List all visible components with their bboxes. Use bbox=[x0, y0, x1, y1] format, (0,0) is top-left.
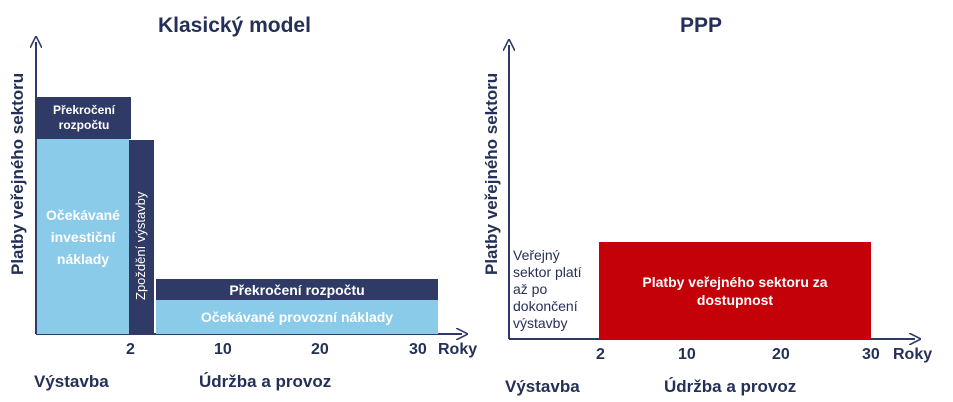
operating-costs-block bbox=[156, 300, 438, 334]
operating-costs-label: Očekávané provozní náklady bbox=[200, 309, 394, 325]
ppp-note: Veřejný sektor platí až po dokončení výstavby bbox=[513, 247, 582, 331]
budget-overrun-top-label: Překročení rozpočtu bbox=[52, 103, 116, 132]
left-phase-construction: Výstavba bbox=[34, 372, 109, 391]
left-phase-maintenance: Údržba a provoz bbox=[199, 372, 332, 391]
investment-costs-block bbox=[37, 139, 129, 334]
left-x-axis-label: Roky bbox=[438, 341, 478, 358]
right-phase-maintenance: Údržba a provoz bbox=[664, 377, 797, 396]
left-tick-20: 20 bbox=[311, 341, 329, 358]
budget-overrun-top-block bbox=[37, 97, 131, 139]
budget-overrun-ops-label: Překročení rozpočtu bbox=[229, 281, 365, 298]
left-y-axis-label: Platby veřejného sektoru bbox=[8, 72, 27, 275]
investment-costs-label: Očekávané investiční náklady bbox=[46, 206, 120, 267]
left-tick-10: 10 bbox=[214, 341, 232, 358]
right-phase-construction: Výstavba bbox=[505, 377, 580, 396]
left-title: Klasický model bbox=[158, 14, 311, 37]
construction-delay-label: Zpoždění výstavby bbox=[133, 191, 148, 300]
right-tick-2: 2 bbox=[596, 346, 605, 363]
construction-delay-block bbox=[129, 140, 154, 334]
left-tick-2: 2 bbox=[126, 341, 135, 358]
right-title: PPP bbox=[680, 14, 723, 37]
ppp-payment-label: Platby veřejného sektoru za dostupnost bbox=[642, 273, 828, 308]
right-tick-10: 10 bbox=[678, 346, 696, 363]
right-y-axis-label: Platby veřejného sektoru bbox=[482, 72, 501, 275]
ppp-payment-block bbox=[599, 242, 871, 339]
right-x-axis-label: Roky bbox=[893, 346, 933, 363]
right-tick-20: 20 bbox=[772, 346, 790, 363]
budget-overrun-ops-block bbox=[156, 279, 438, 300]
left-tick-30: 30 bbox=[409, 341, 427, 358]
right-tick-30: 30 bbox=[862, 346, 880, 363]
